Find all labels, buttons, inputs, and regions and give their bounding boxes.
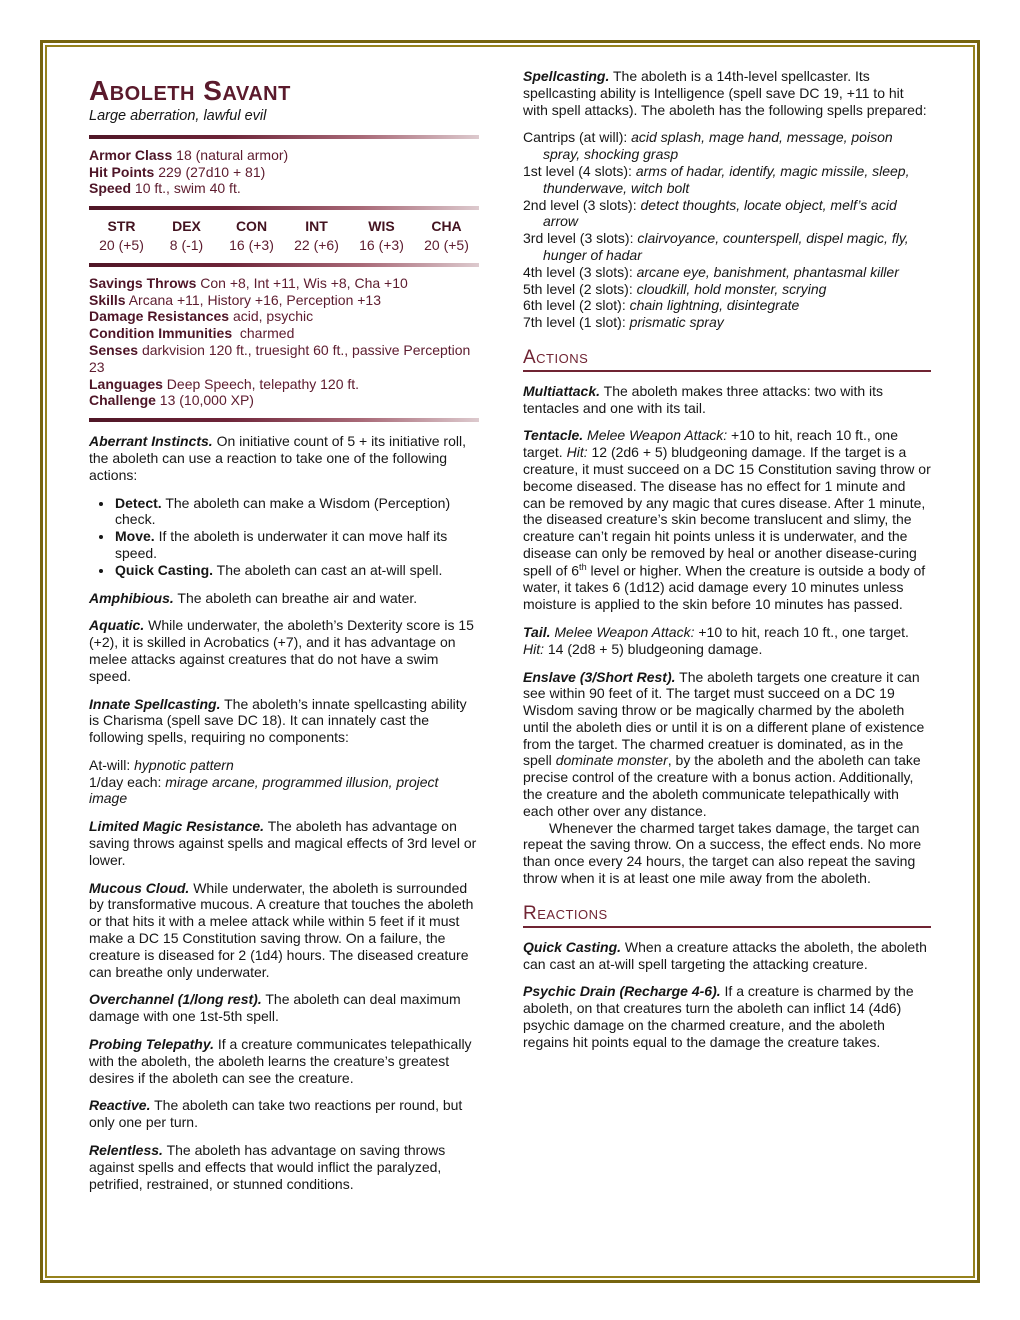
paragraph: 1st level (4 slots): arms of hadar, identify, magic missile, sleep, thunderwave, witch bolt: [523, 162, 910, 196]
paragraph: Innate Spellcasting. The aboleth’s innate spellcasting ability is Charisma (spell save DC 18). It can innately cast the following spells, requiring no components:: [89, 695, 467, 746]
ability-int: INT 22 (+6): [294, 218, 339, 253]
paragraph: Multiattack. The aboleth makes three attacks: two with its tentacles and one with its tail.: [523, 382, 884, 416]
paragraph: Tentacle. Melee Weapon Attack: +10 to hit, reach 10 ft., one target. Hit: 12 (2d6 + 5) bludgeoning damage. If the target is a creature, it must succeed on a DC 15 Constitution saving throw or become diseased. The disease has no effect for 1 minute and can be removed by any magic that cures disease. After 1 minute, the diseased creature’s skin become translucent and slimy, the creature can’t regain hit points unless it is underwater, and the disease can only be removed by heal or another disease-curing spell of 6th level or higher. When the creature is outside a body of water, it takes 6 (1d12) acid damage every 10 minutes unless moisture is applied to the skin before 10 minutes has passed.: [523, 427, 931, 613]
ability-con: CON 16 (+3): [229, 218, 274, 253]
section-heading: Actions: [523, 348, 931, 372]
skills-line: Skills Arcana +11, History +16, Perception +13: [89, 291, 381, 308]
ability-dex: DEX 8 (-1): [169, 218, 204, 253]
paragraph: Enslave (3/Short Rest). The aboleth targets one creature it can see within 90 feet of it. The target must succeed on a DC 19 Wisdom saving throw or be magically charmed by the aboleth until the aboleth dies or until it is on a different plane of existence from the target. The charmed creatuer is dominated, as in the spell dominate monster, by the aboleth and the aboleth can take precise control of the creature with a bonus action. Additionally, the creature and the aboleth communicate telepathically with each other over any distance.: [523, 668, 925, 819]
paragraph: Relentless. The aboleth has advantage on saving throws against spells and effects that would inflict the paralyzed, petrified, restrained, or stunned conditions.: [89, 1142, 446, 1192]
challenge-line: Challenge 13 (10,000 XP): [89, 392, 254, 409]
armor-class-value: 18 (natural armor): [176, 146, 289, 163]
bullet-item: • Quick Casting. The aboleth can cast an at-will spell.: [114, 562, 479, 579]
paragraph: Reactive. The aboleth can take two reactions per round, but only one per turn.: [89, 1097, 463, 1131]
paragraph: Psychic Drain (Recharge 4-6). If a creature is charmed by the aboleth, on that creatures turn the aboleth can inflict 14 (4d6) psychic damage on the charmed creature, and the aboleth regains hit points equal to the damage the creature takes.: [523, 983, 914, 1050]
speed-value: 10 ft., swim 40 ft.: [134, 180, 241, 197]
left-column: [89, 68, 479, 1192]
paragraph: 4th level (3 slots): arcane eye, banishment, phantasmal killer: [523, 263, 899, 280]
damage-resistances-line: Damage Resistances acid, psychic: [89, 308, 314, 325]
hit-points-label: Hit Points: [89, 163, 155, 180]
paragraph: Probing Telepathy. If a creature communicates telepathically with the aboleth, the aboleth learns the creature’s greatest desires if the aboleth can see the creature.: [89, 1036, 472, 1086]
bullet-item: • Detect. The aboleth can make a Wisdom (Perception) check.: [114, 495, 479, 529]
speed-label: Speed: [89, 180, 132, 197]
paragraph: 1/day each: mirage arcane, programmed illusion, project image: [89, 773, 439, 807]
bullet-item: • Move. If the aboleth is underwater it can move half its speed.: [114, 528, 479, 562]
ability-table: [89, 218, 479, 254]
paragraph: Whenever the charmed target takes damage, the target can repeat the saving throw. On a success, the effect ends. No more than once every 24 hours, the target can also repeat the saving throw when it is at least one mile away from the aboleth.: [523, 819, 922, 887]
paragraph: Cantrips (at will): acid splash, mage hand, message, poison spray, shocking grasp: [523, 129, 893, 163]
paragraph: 6th level (2 slot): chain lightning, disintegrate: [523, 297, 800, 314]
speed-line: [89, 180, 479, 197]
paragraph: 5th level (2 slots): cloudkill, hold monster, scrying: [523, 280, 827, 297]
paragraph: Amphibious. The aboleth can breathe air and water.: [89, 589, 418, 606]
armor-class-label: Armor Class: [89, 146, 173, 163]
ability-str: STR 20 (+5): [99, 218, 144, 253]
hit-points-line: [89, 164, 479, 181]
core-stats: [89, 147, 479, 197]
paragraph: Mucous Cloud. While underwater, the aboleth is surrounded by transformative mucous. A creature that touches the aboleth or that hits it with a melee attack while within 5 feet if it must make a DC 15 Constitution saving throw. On a failure, the creature is diseased for 2 (1d4) hours. The diseased creature can breathe only underwater.: [89, 879, 474, 980]
paragraph: 2nd level (3 slots): detect thoughts, locate object, melf’s acid arrow: [523, 196, 897, 230]
saving-throws-line: Savings Throws Con +8, Int +11, Wis +8, Cha +10: [89, 274, 408, 291]
paragraph: Quick Casting. When a creature attacks the aboleth, the aboleth can cast an at-will spell targeting the attacking creature.: [523, 938, 927, 972]
stat-block-content: [89, 68, 931, 1192]
paragraph: 7th level (1 slot): prismatic spray: [523, 314, 724, 331]
divider: [89, 418, 479, 422]
right-column: [523, 68, 931, 1192]
paragraph: Spellcasting. The aboleth is a 14th-level spellcaster. Its spellcasting ability is Intelligence (spell save DC 19, +11 to hit with spell attacks). The aboleth has the following spells prepared:: [523, 68, 927, 118]
detail-stats: [89, 275, 479, 409]
hit-points-value: 229 (27d10 + 81): [158, 163, 266, 180]
paragraph: Aberrant Instincts. On initiative count of 5 + its initiative roll, the aboleth can use a reaction to take one of the following actions:: [89, 433, 466, 483]
traits-section: [89, 433, 479, 1192]
creature-type: Large aberration, lawful evil: [89, 108, 267, 125]
section-heading: Reactions: [523, 904, 931, 928]
divider: [89, 206, 479, 210]
armor-class-line: [89, 147, 479, 164]
divider: [89, 263, 479, 267]
spellcasting-actions-reactions-section: [523, 68, 931, 1051]
ability-wis: WIS 16 (+3): [359, 218, 404, 253]
divider: [89, 135, 479, 139]
paragraph: At-will: hypnotic pattern: [89, 756, 234, 773]
condition-immunities-line: Condition Immunities charmed: [89, 325, 295, 342]
senses-line: Senses darkvision 120 ft., truesight 60 ft., passive Perception 23: [89, 341, 471, 375]
bullet-list: [89, 495, 479, 579]
ability-cha: CHA 20 (+5): [424, 218, 469, 253]
paragraph: 3rd level (3 slots): clairvoyance, counterspell, dispel magic, fly, hunger of hadar: [523, 230, 909, 263]
paragraph: Overchannel (1/long rest). The aboleth can deal maximum damage with one 1st-5th spell.: [89, 991, 461, 1025]
paragraph: Tail. Melee Weapon Attack: +10 to hit, reach 10 ft., one target. Hit: 14 (2d8 + 5) bludgeoning damage.: [523, 623, 909, 657]
languages-line: Languages Deep Speech, telepathy 120 ft.: [89, 375, 360, 392]
creature-name: Aboleth Savant: [89, 75, 291, 106]
paragraph: Limited Magic Resistance. The aboleth has advantage on saving throws against spells and magical effects of 3rd level or lower.: [89, 818, 477, 868]
paragraph: Aquatic. While underwater, the aboleth’s Dexterity score is 15 (+2), it is skilled in Acrobatics (+7), and it has advantage on melee attacks against creatures that do not have a swim speed.: [89, 617, 474, 684]
